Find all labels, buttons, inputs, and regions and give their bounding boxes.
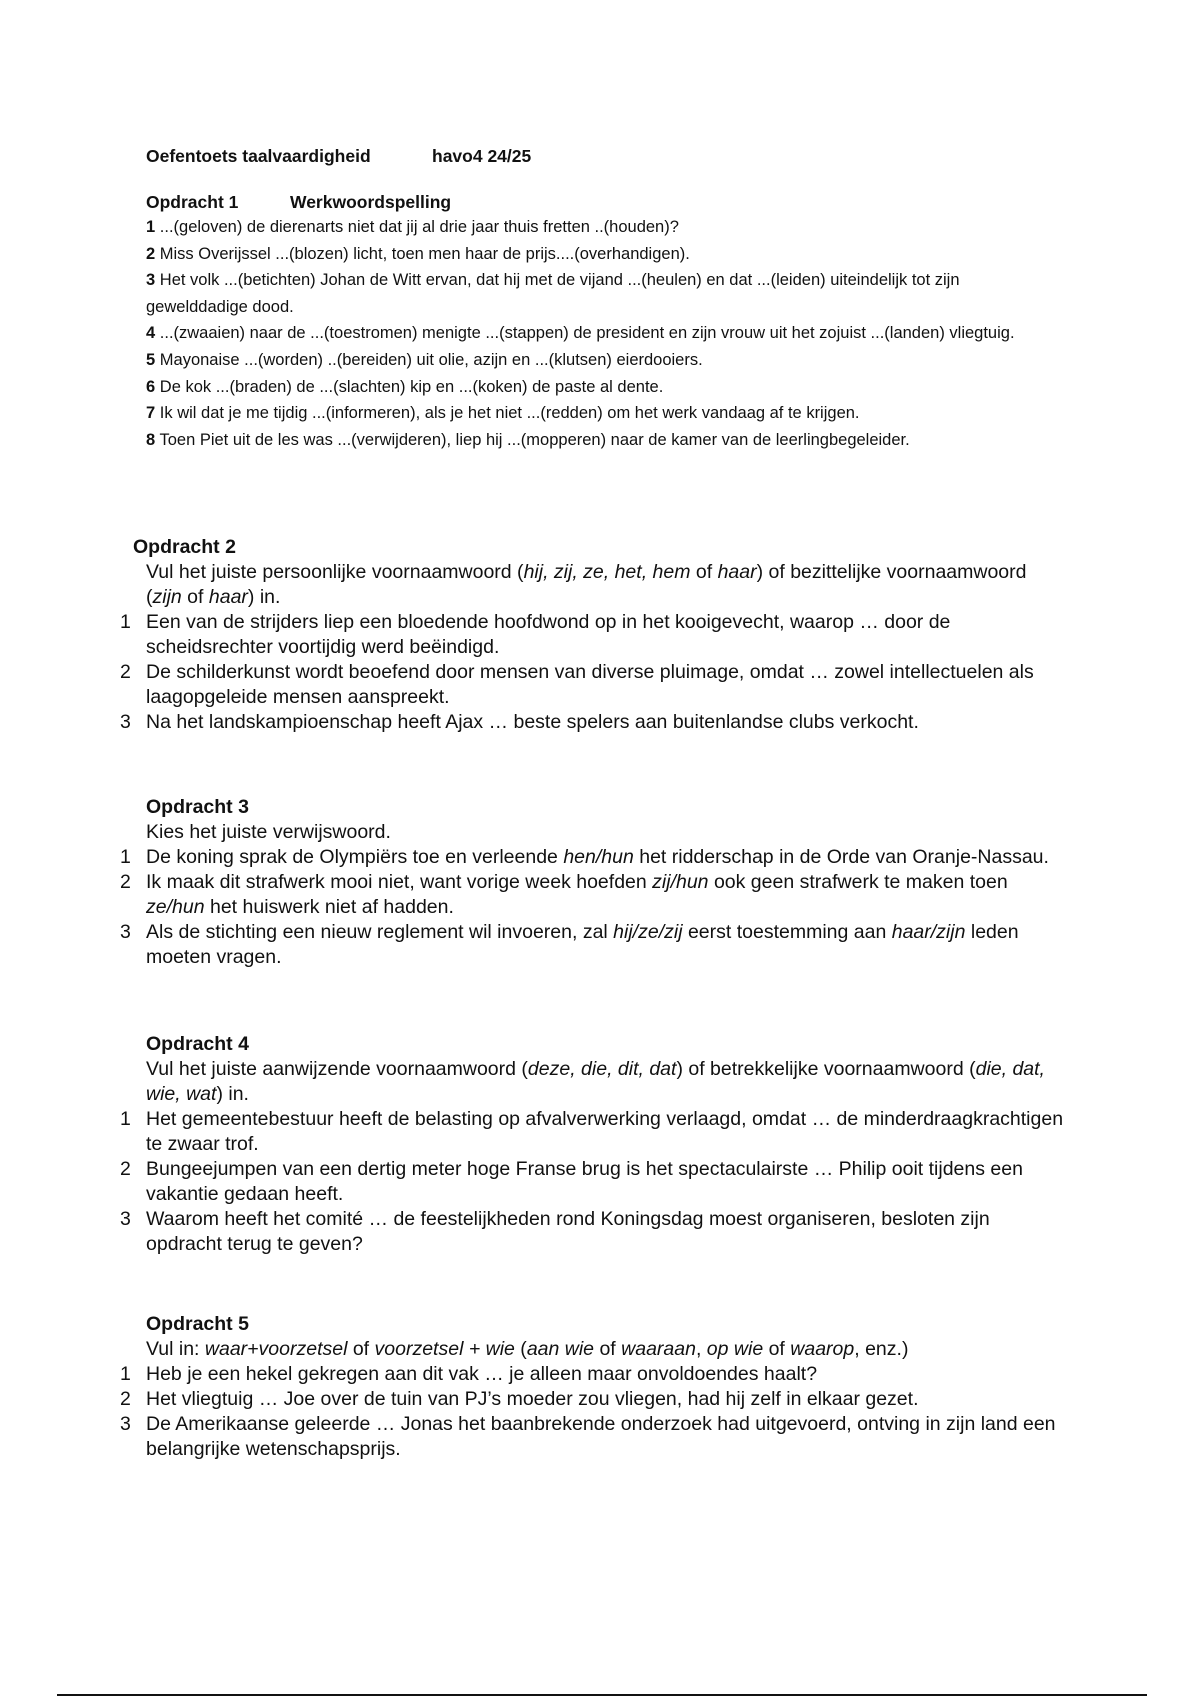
list-item <box>120 1412 1066 1462</box>
intro-text: ) of betrekkelijke voornaamwoord ( <box>676 1058 976 1080</box>
list-item <box>120 845 1066 870</box>
item-number: 5 <box>146 350 156 369</box>
intro-text: of <box>181 586 209 608</box>
item-number: 3 <box>146 271 156 290</box>
opdracht-1-topic: Werkwoordspelling <box>290 192 452 212</box>
list-item <box>120 710 1066 735</box>
intro-text: Vul het juiste aanwijzende voornaamwoord ( <box>146 1058 528 1080</box>
opdracht-4-instruction <box>146 1057 1066 1107</box>
item-text: Toen Piet uit de les was ...(verwijderen), liep hij ...(mopperen) naar de kamer van de leerlingbegeleider. <box>155 430 910 449</box>
item-number: 2 <box>120 871 131 893</box>
list-item <box>146 400 1046 427</box>
list-item <box>146 267 1046 320</box>
item-text: De Amerikaanse geleerde … Jonas het baanbrekende onderzoek had uitgevoerd, ontving in zijn land een belangrijke wetenschapsprijs. <box>146 1413 1056 1460</box>
list-item <box>120 920 1066 970</box>
item-choice: zij/hun <box>652 871 709 893</box>
item-text: De kok ...(braden) de ...(slachten) kip en ...(koken) de paste al dente. <box>155 377 664 396</box>
list-item <box>120 1207 1066 1257</box>
intro-text: ) of bezittelijke voornaamwoord ( <box>146 561 1027 608</box>
item-number: 3 <box>120 921 131 943</box>
item-text: Een van de strijders liep een bloedende hoofdwond op in het kooigevecht, waarop … door de scheidsrechter voortijdig werd beëindigd. <box>146 611 951 658</box>
item-number: 1 <box>120 846 131 868</box>
item-text: Na het landskampioenschap heeft Ajax … beste spelers aan buitenlandse clubs verkocht. <box>146 711 919 733</box>
item-text: Waarom heeft het comité … de feestelijkheden rond Koningsdag moest organiseren, besloten zijn opdracht terug te geven? <box>146 1208 990 1255</box>
item-text: Als de stichting een nieuw reglement wil invoeren, zal <box>146 921 614 943</box>
opdracht-2-label: Opdracht 2 <box>133 536 236 558</box>
intro-text: ) in. <box>247 586 281 608</box>
item-number: 2 <box>146 244 156 263</box>
item-text: Ik maak dit strafwerk mooi niet, want vorige week hoefden <box>146 871 653 893</box>
document-header <box>146 146 531 167</box>
opdracht-5-list <box>120 1362 1066 1462</box>
list-item <box>146 427 1046 454</box>
list-item <box>120 1107 1066 1157</box>
opdracht-4-list <box>120 1107 1066 1257</box>
list-item <box>120 870 1066 920</box>
item-number: 3 <box>120 711 131 733</box>
list-item <box>120 1157 1066 1207</box>
opdracht-5-section <box>120 1312 1066 1462</box>
item-number: 3 <box>120 1413 131 1435</box>
intro-text: Vul in: <box>146 1338 205 1360</box>
intro-italic: waar+voorzetsel <box>204 1338 348 1360</box>
intro-italic: aan wie <box>526 1338 595 1360</box>
item-text: ook geen strafwerk te maken toen <box>708 871 1008 893</box>
item-number: 3 <box>120 1208 131 1230</box>
item-text: Mayonaise ...(worden) ..(bereiden) uit olie, azijn en ...(klutsen) eierdooiers. <box>155 350 703 369</box>
document-title: Oefentoets taalvaardigheid <box>146 146 371 166</box>
item-choice: hij/ze/zij <box>613 921 683 943</box>
document-class: havo4 24/25 <box>432 146 532 166</box>
intro-text: Vul het juiste persoonlijke voornaamwoord ( <box>146 561 524 583</box>
item-text: De koning sprak de Olympiërs toe en verleende <box>146 846 564 868</box>
list-item <box>146 374 1046 401</box>
item-text: De schilderkunst wordt beoefend door mensen van diverse pluimage, omdat … zowel intellectuelen als laagopgeleide mensen aanspreekt. <box>146 661 1034 708</box>
list-item <box>146 241 1046 268</box>
item-text: ...(zwaaien) naar de ...(toestromen) menigte ...(stappen) de president en zijn vrouw uit het zojuist ...(landen) vliegtuig. <box>155 324 1015 343</box>
item-text: Miss Overijssel ...(blozen) licht, toen men haar de prijs....(overhandigen). <box>155 244 690 263</box>
intro-italic: haar <box>208 586 248 608</box>
item-text: eerst toestemming aan <box>682 921 892 943</box>
item-number: 2 <box>120 1388 131 1410</box>
opdracht-2-instruction <box>146 560 1066 610</box>
intro-text: of <box>347 1338 375 1360</box>
item-choice: ze/hun <box>146 896 205 918</box>
item-number: 1 <box>146 218 156 236</box>
opdracht-2-list <box>120 610 1066 735</box>
intro-italic: voorzetsel + wie <box>374 1338 515 1360</box>
item-text: ...(geloven) de dierenarts niet dat jij al drie jaar thuis fretten ..(houden)? <box>155 218 679 236</box>
opdracht-3-instruction: Kies het juiste verwijswoord. <box>146 821 391 843</box>
intro-text: ) in. <box>216 1083 249 1105</box>
item-number: 6 <box>146 377 156 396</box>
item-text: het huiswerk niet af hadden. <box>204 896 454 918</box>
intro-italic: waarop <box>790 1338 855 1360</box>
intro-text: of <box>594 1338 622 1360</box>
item-number: 2 <box>120 661 131 683</box>
item-number: 1 <box>120 611 131 633</box>
item-text: het ridderschap in de Orde van Oranje-Nassau. <box>633 846 1049 868</box>
item-text: Ik wil dat je me tijdig ...(informeren), als je het niet ...(redden) om het werk vandaag af te krijgen. <box>155 404 860 423</box>
opdracht-1-heading <box>146 192 451 213</box>
intro-italic: zijn <box>152 586 182 608</box>
list-item <box>120 1387 1066 1412</box>
item-number: 1 <box>120 1363 131 1385</box>
opdracht-3-section <box>120 795 1066 970</box>
list-item <box>146 320 1046 347</box>
intro-text: ( <box>514 1338 527 1360</box>
list-item <box>146 214 1046 241</box>
opdracht-1-label: Opdracht 1 <box>146 192 239 212</box>
intro-italic: waaraan <box>621 1338 696 1360</box>
item-number: 1 <box>120 1108 131 1130</box>
item-text: Het vliegtuig … Joe over de tuin van PJ’s moeder zou vliegen, had hij zelf in elkaar gezet. <box>146 1388 919 1410</box>
intro-text: , enz.) <box>854 1338 909 1360</box>
item-number: 2 <box>120 1158 131 1180</box>
opdracht-3-list <box>120 845 1066 970</box>
item-number: 8 <box>146 430 156 449</box>
intro-text: of <box>763 1338 791 1360</box>
list-item <box>120 1362 1066 1387</box>
opdracht-1-list <box>146 214 1046 453</box>
intro-italic: haar <box>717 561 757 583</box>
opdracht-3-label: Opdracht 3 <box>146 796 249 818</box>
item-text: Het gemeentebestuur heeft de belasting op afvalverwerking verlaagd, omdat … de minderdraagkrachtigen te zwaar trof. <box>146 1108 1064 1155</box>
item-number: 4 <box>146 324 156 343</box>
item-choice: haar/zijn <box>891 921 966 943</box>
item-number: 7 <box>146 404 156 423</box>
item-text: Het volk ...(betichten) Johan de Witt ervan, dat hij met de vijand ...(heulen) en dat ...(leiden) uiteindelijk tot zijn gewelddadige dood. <box>146 271 960 316</box>
opdracht-4-section <box>120 1032 1066 1257</box>
intro-text: of <box>690 561 718 583</box>
item-text: Bungeejumpen van een dertig meter hoge Franse brug is het spectaculairste … Philip ooit tijdens een vakantie gedaan heeft. <box>146 1158 1023 1205</box>
item-choice: hen/hun <box>563 846 634 868</box>
footer-divider <box>57 1694 1147 1696</box>
opdracht-4-label: Opdracht 4 <box>146 1033 249 1055</box>
intro-italic: die, dat, wie, wat <box>146 1058 1045 1105</box>
opdracht-5-label: Opdracht 5 <box>146 1313 249 1335</box>
intro-italic: deze, die, dit, dat <box>527 1058 677 1080</box>
opdracht-5-instruction <box>146 1337 1066 1362</box>
list-item <box>146 347 1046 374</box>
intro-italic: hij, zij, ze, het, hem <box>523 561 691 583</box>
item-text: Heb je een hekel gekregen aan dit vak … je alleen maar onvoldoendes haalt? <box>146 1363 818 1385</box>
intro-italic: op wie <box>706 1338 764 1360</box>
intro-text: , <box>695 1338 707 1360</box>
list-item <box>120 660 1066 710</box>
list-item <box>120 610 1066 660</box>
opdracht-2-section <box>120 535 1066 735</box>
item-text: leden moeten vragen. <box>146 921 1019 968</box>
